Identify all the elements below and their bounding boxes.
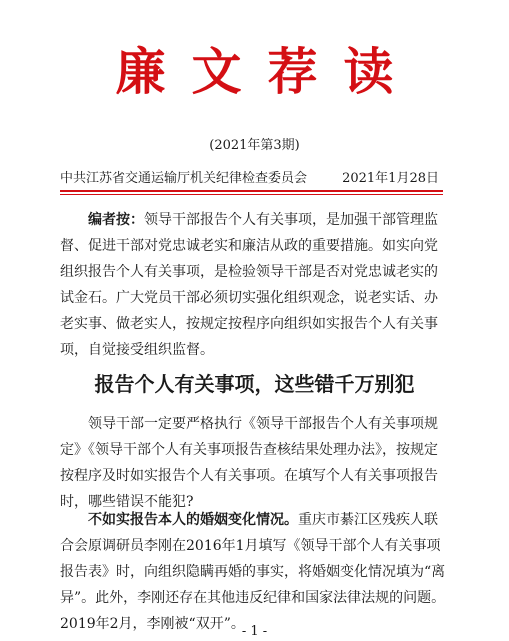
issue-number: (2021年第3期) [209,138,300,153]
header-rule-thin [60,194,443,195]
page-number: - 1 - [241,624,268,639]
article-title: 报告个人有关事项，这些错千万别犯 [94,372,415,396]
article-paragraph-1: 领导干部一定要严格执行《领导干部报告个人有关事项规定》《领导干部个人有关事项报告查核结果处理办法》，按规定按程序及时如实报告个人有关事项。在填写个人有关事项报告时，哪些错误不能犯? [60,416,438,510]
editor-note-lead: 编者按： [88,212,144,228]
editor-note [60,207,448,363]
article-paragraph-2 [60,507,448,637]
editor-note-text: 领导干部报告个人有关事项，是加强干部管理监督、促进干部对党忠诚老实和廉洁从政的重要措施。如实向党组织报告个人有关事项，是检验领导干部是否对党忠诚老实的试金石。广大党员干部必须切实强化组织观念，说老实话、办老实事、做老实人，按规定按程序向组织如实报告个人有关事项，自觉接受组织监督。 [60,212,438,358]
header-rule-thick [60,190,443,192]
issuer-name: 中共江苏省交通运输厅机关纪律检查委员会 [60,171,308,186]
paragraph-2-lead: 不如实报告本人的婚姻变化情况。 [88,512,298,528]
issue-date: 2021年1月28日 [342,171,439,186]
paragraph-2-text: 重庆市綦江区残疾人联合会原调研员李刚在2016年1月填写《领导干部个人有关事项报告表》时，向组织隐瞒再婚的事实，将婚姻变化情况填为“离异”。此外，李刚还存在其他违反纪律和国家法律法规的问题。2019年2月，李刚被“双开”。 [60,512,446,632]
masthead-title: 廉文荐读 [115,42,420,101]
